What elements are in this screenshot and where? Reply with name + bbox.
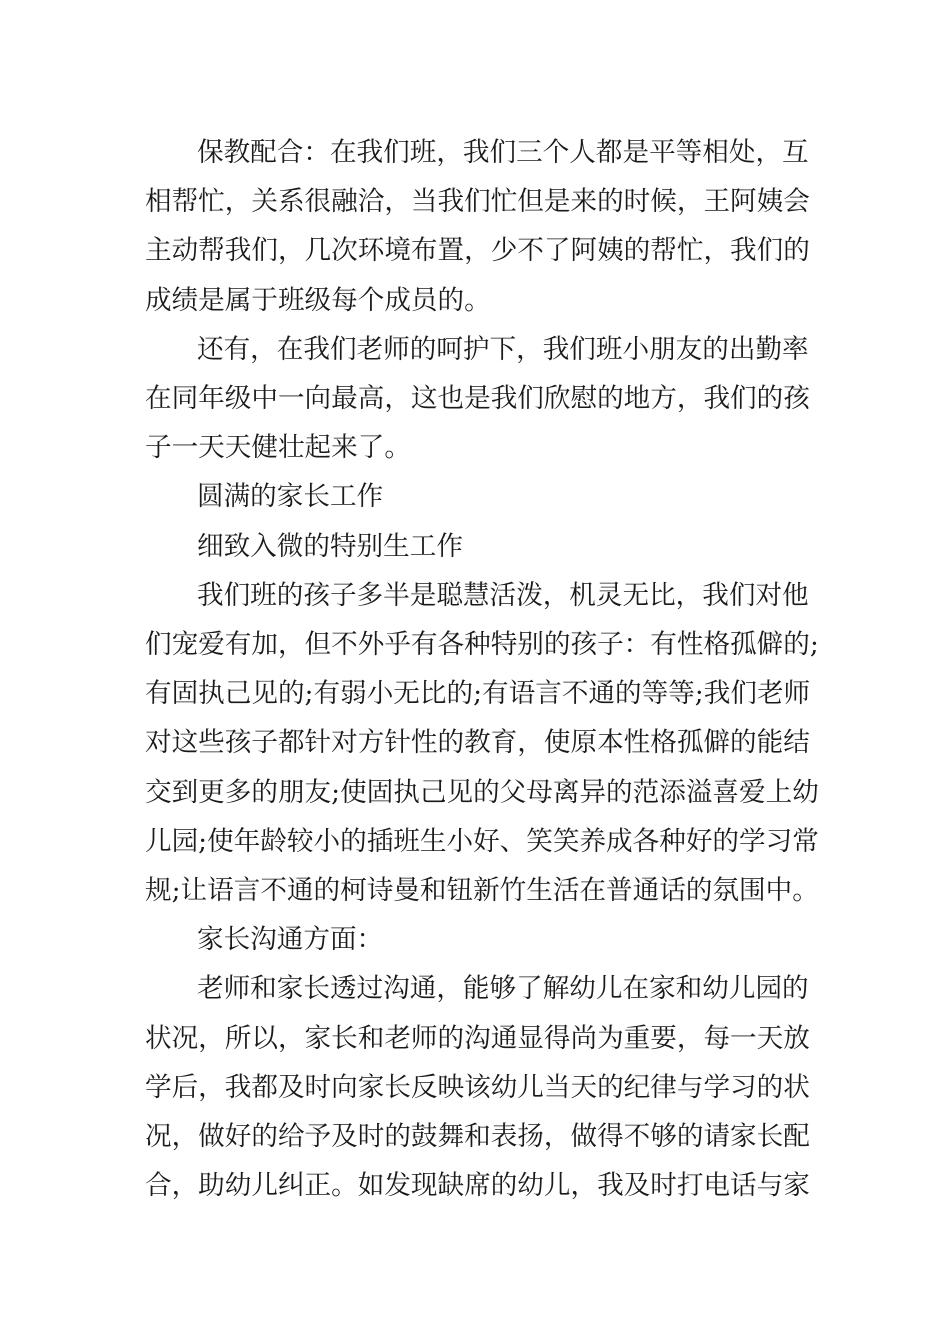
paragraph-special-students bbox=[145, 571, 819, 915]
text-line: 还有，在我们老师的呵护下，我们班小朋友的出勤率 bbox=[197, 333, 809, 365]
document-body bbox=[145, 128, 819, 1210]
paragraph-cooperation bbox=[145, 128, 810, 325]
text-line: 在同年级中一向最高，这也是我们欣慰的地方，我们的孩 bbox=[145, 383, 810, 415]
text-line: 我们班的孩子多半是聪慧活泼，机灵无比，我们对他 bbox=[197, 579, 809, 611]
text-line: 老师和家长透过沟通，能够了解幼儿在家和幼儿园的 bbox=[197, 973, 809, 1005]
section-heading: 细致入微的特别生工作 bbox=[197, 530, 463, 562]
heading-special-students bbox=[145, 522, 807, 571]
text-line: 有固执己见的;有弱小无比的;有语言不通的等等;我们老师 bbox=[145, 678, 811, 710]
text-line: 子一天天健壮起来了。 bbox=[145, 432, 411, 464]
text-line: 规;让语言不通的柯诗曼和钮新竹生活在普通话的氛围中。 bbox=[145, 875, 819, 907]
text-line: 学后，我都及时向家长反映该幼儿当天的纪律与学习的状 bbox=[145, 1071, 810, 1103]
text-line: 们宠爱有加，但不外乎有各种特别的孩子：有性格孤僻的; bbox=[145, 629, 819, 661]
text-line: 交到更多的朋友;使固执己见的父母离异的范添溢喜爱上幼 bbox=[145, 776, 819, 808]
heading-parent-work bbox=[145, 472, 807, 521]
text-line: 保教配合：在我们班，我们三个人都是平等相处，互 bbox=[197, 137, 809, 168]
text-line: 成绩是属于班级每个成员的。 bbox=[145, 284, 491, 316]
text-line: 相帮忙，关系很融洽，当我们忙但是来的时候，王阿姨会 bbox=[145, 186, 810, 218]
text-line: 主动帮我们，几次环境布置，少不了阿姨的帮忙，我们的 bbox=[145, 235, 810, 267]
text-line: 对这些孩子都针对方针性的教育，使原本性格孤僻的能结 bbox=[145, 727, 810, 759]
text-line: 况，做好的给予及时的鼓舞和表扬，做得不够的请家长配 bbox=[145, 1121, 810, 1153]
section-heading: 家长沟通方面： bbox=[197, 924, 384, 956]
paragraph-communication bbox=[145, 964, 810, 1210]
section-heading: 圆满的家长工作 bbox=[197, 481, 384, 513]
text-line: 合，助幼儿纠正。如发现缺席的幼儿，我及时打电话与家 bbox=[145, 1170, 810, 1202]
heading-parent-communication bbox=[145, 915, 807, 964]
paragraph-attendance bbox=[145, 325, 810, 473]
text-line: 状况，所以，家长和老师的沟通显得尚为重要，每一天放 bbox=[145, 1022, 810, 1054]
text-line: 儿园;使年龄较小的插班生小好、笑笑养成各种好的学习常 bbox=[145, 825, 819, 857]
